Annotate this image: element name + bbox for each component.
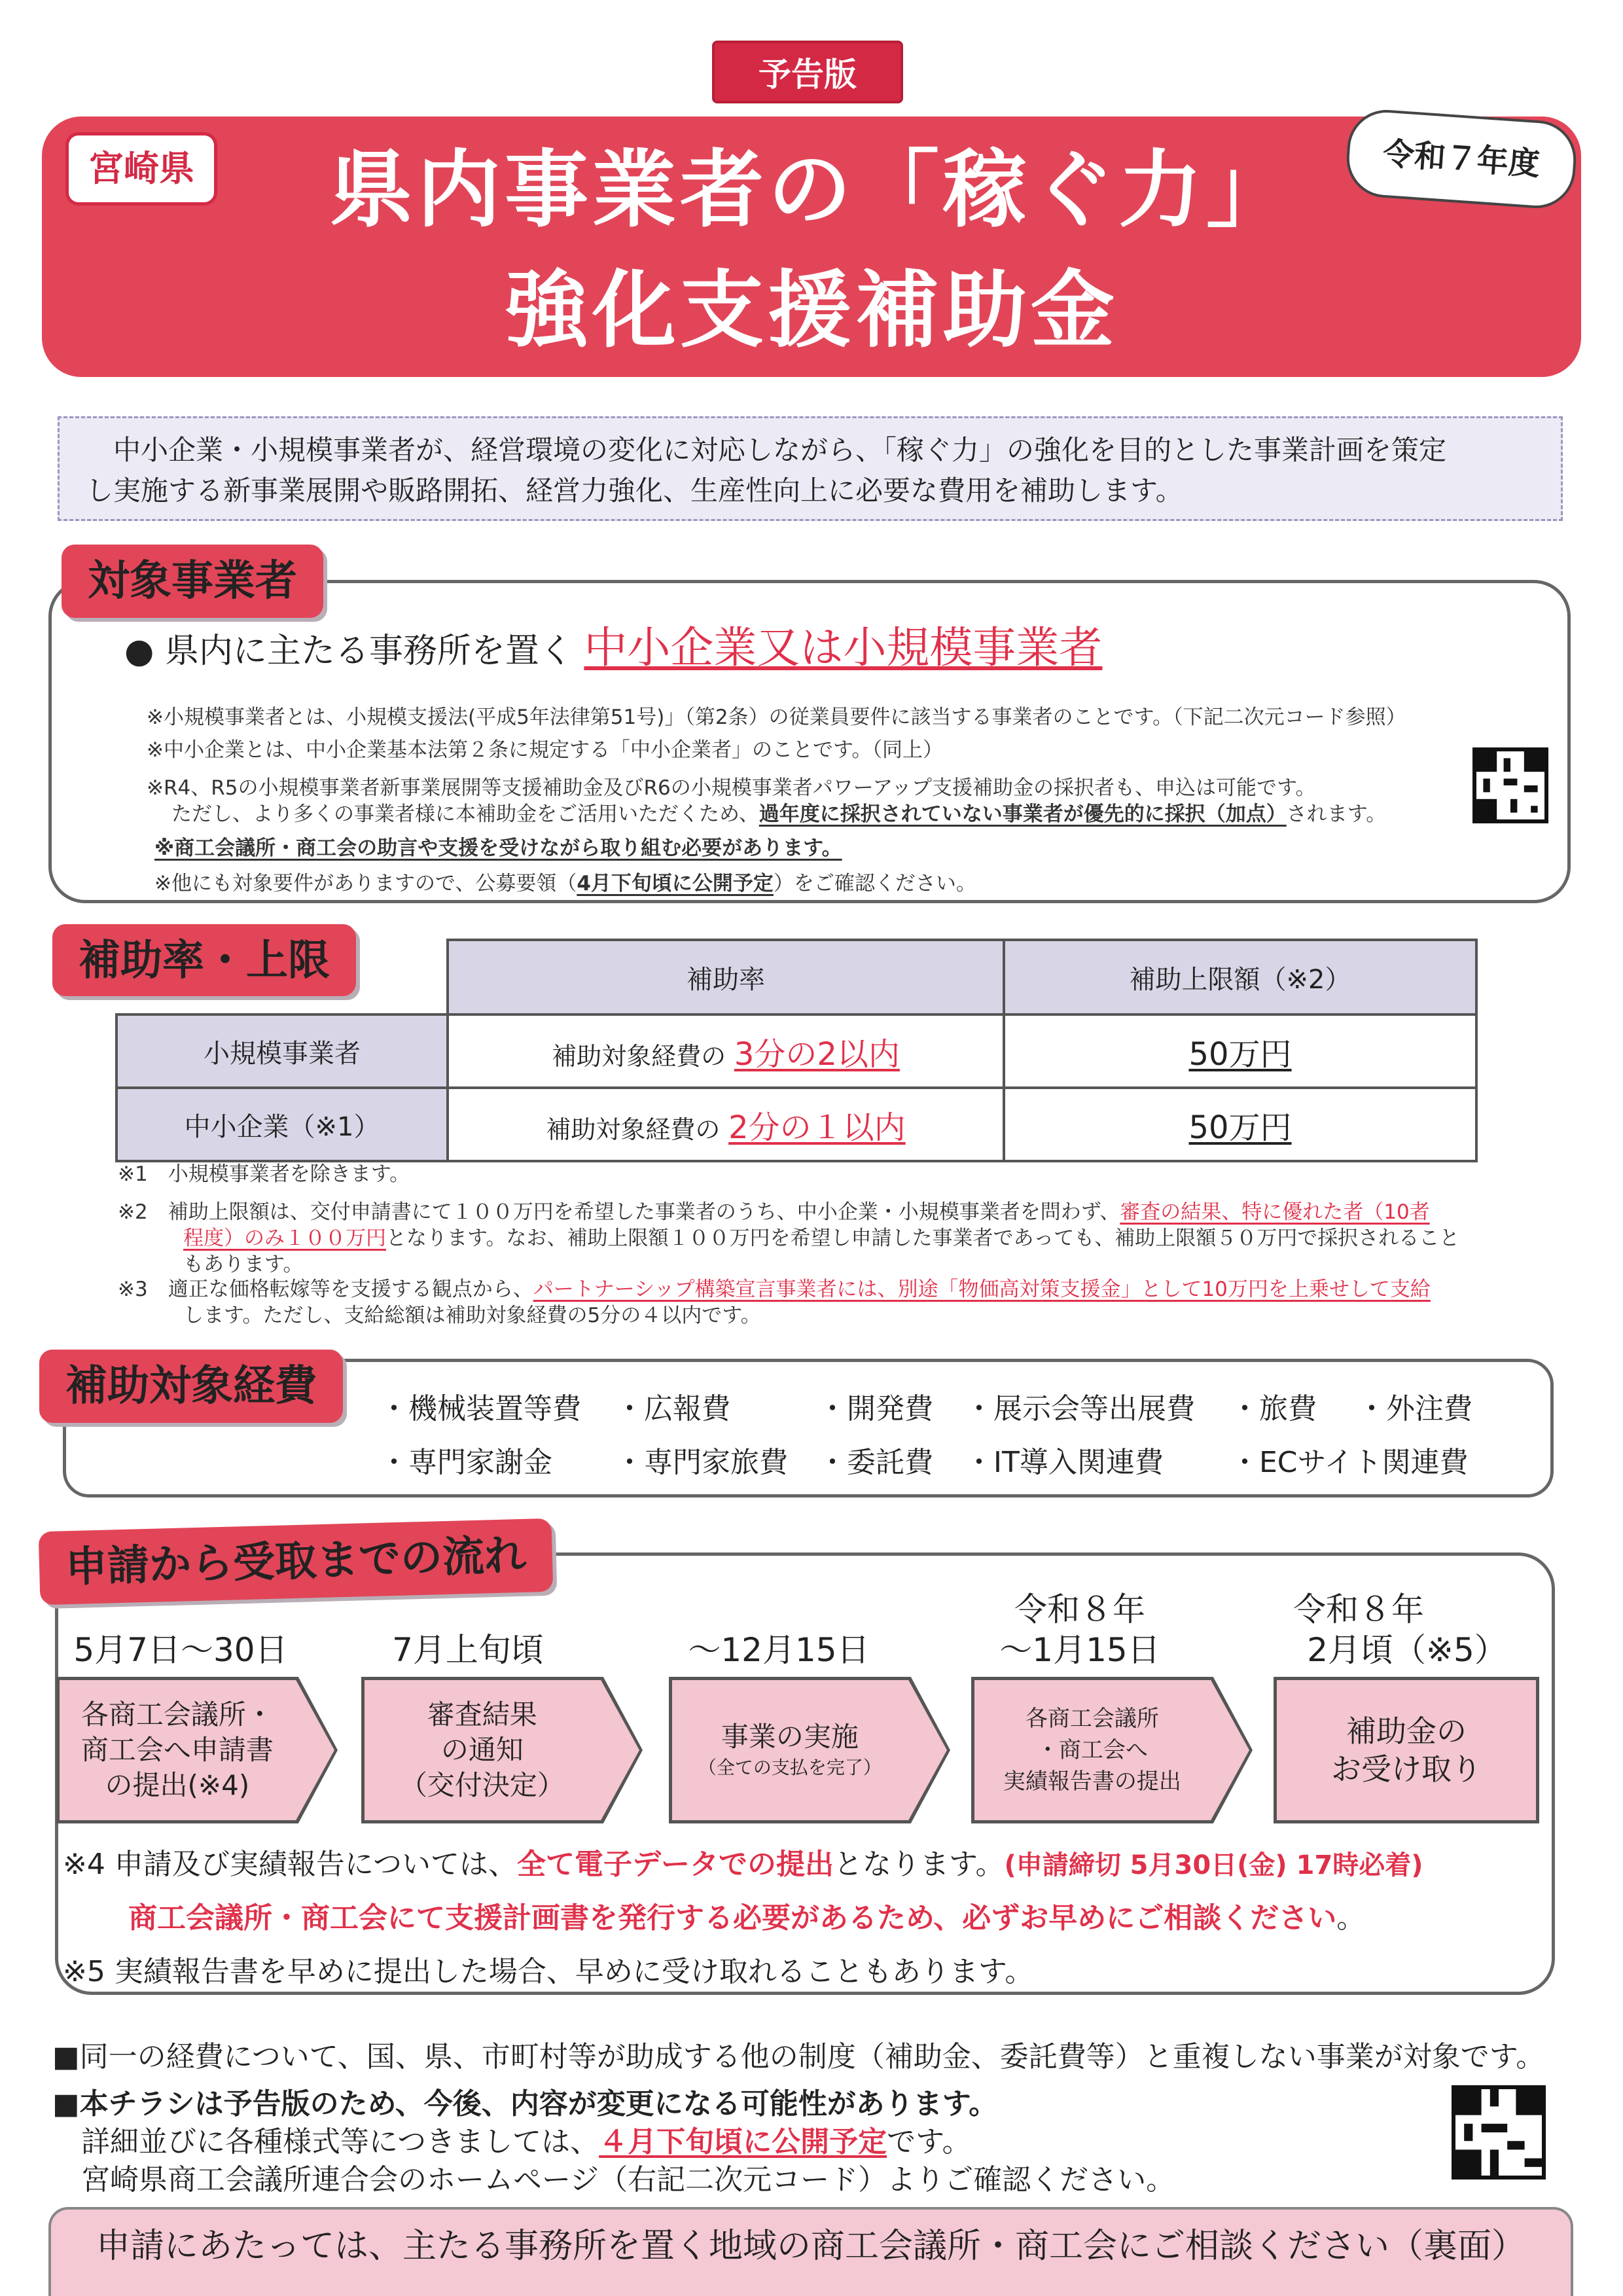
rate-row-limit [1004,1014,1476,1088]
qr-code-icon [1476,751,1544,819]
footnote-2-prefix: ※2 補助上限額は、交付申請書にて１００万円を希望した事業者のうち、中小企業・小規模事業者を問わず、 [118,1200,1120,1224]
flow-step-1-date: 5月7日～30日 [73,1631,288,1669]
expense-item: ・外注費 [1357,1392,1472,1426]
footer-banner: 申請にあたっては、主たる事務所を置く地域の商工会議所・商工会にご相談ください（裏面） [48,2207,1573,2296]
eligibility-note-4-emph: 過年度に採択されていない事業者が優先的に採択（加点） [758,802,1287,826]
eligibility-note-4-suffix: されます。 [1286,802,1387,826]
eligibility-note-6 [154,867,976,896]
eligibility-note-6-suffix: ）をご確認ください。 [773,872,976,895]
footnote-2-line-2 [118,1225,1531,1251]
flow-step-2 [361,1677,643,1823]
flow-step-1 [56,1677,338,1823]
flow-note-4-emph-2: (申請締切 5月30日(金) 17時必着) [1004,1850,1423,1880]
flow-note-4-prefix: ※4 申請及び実績報告については、 [63,1848,517,1881]
flow-step-3 [669,1677,950,1823]
eligibility-main-highlight: 中小企業又は小規模事業者 [584,622,1103,673]
flow-step-4 [971,1677,1253,1823]
flow-step-3-line-1: 事業の実施 [721,1721,859,1753]
expense-item: ・展示会等出展費 [965,1392,1195,1426]
rate-row-small [116,1014,1476,1088]
rate-row-rate [448,1088,1004,1161]
flow-note-4 [63,1840,1423,1882]
footnote-3 [118,1276,1531,1329]
flow-step-1-line-3: の提出(※4) [105,1769,250,1801]
flow-step-5 [1274,1677,1539,1823]
bottom-line-1: ■同一の経費について、国、県、市町村等が助成する他の制度（補助金、委託費等）と重複しない事業が対象です。 [52,2040,1545,2073]
eligibility-main [124,613,1102,675]
eligibility-tag: 対象事業者 [62,545,323,618]
intro-line-2: し実施する新事業展開や販路開拓、経営力強化、生産性向上に必要な費用を補助します。 [86,475,1183,507]
flow-step-4-date [969,1589,1191,1670]
bottom-line-3-emph: ４月下旬頃に公開予定 [599,2125,887,2159]
expense-item: ・ECサイト関連費 [1230,1446,1469,1479]
flow-step-2-line-3: （交付決定） [399,1769,565,1801]
expense-item: ・専門家謝金 [380,1446,552,1479]
flow-step-2-line-2: の通知 [440,1734,524,1766]
flow-note-4-emph-1: 全て電子データでの提出 [516,1848,834,1881]
eligibility-note-6-prefix: ※他にも対象要件がありますので、公募要領（ [154,872,577,895]
title-line-1: 県内事業者の「稼ぐ力」 [329,141,1294,239]
flow-step-1-line-2: 商工会へ申請書 [80,1734,274,1766]
expense-item: ・開発費 [818,1392,933,1426]
bottom-line-3 [81,2118,971,2160]
expense-item: ・旅費 [1230,1392,1317,1426]
footnote-1: ※1 小規模事業者を除きます。 [118,1162,410,1186]
flow-step-3-line-2: （全ての支払を完了） [698,1757,882,1778]
bottom-line-3-suffix: です。 [887,2125,971,2159]
rate-prefix: 補助対象経費の [552,1041,726,1071]
bottom-line-2: ■本チラシは予告版のため、今後、内容が変更になる可能性があります。 [52,2087,998,2121]
flow-step-5-line-1: 補助金の [1346,1713,1467,1749]
footnote-3-line-1 [118,1276,1531,1302]
flow-step-5-date-line-1: 令和８年 [1293,1590,1424,1628]
footnote-2-emph-1: 審査の結果、特に優れた者（10者 [1120,1200,1430,1224]
expense-item: ・IT導入関連費 [965,1446,1164,1479]
rate-row-sme [116,1088,1476,1161]
footnote-2 [118,1199,1531,1278]
limit-col-header: 補助上限額（※2） [1004,940,1476,1014]
expense-item: ・広報費 [615,1392,730,1426]
eligibility-note-1: ※小規模事業者とは、小規模支援法(平成5年法律第51号)」（第2条）の従業員要件に該当する事業者のことです。（下記二次元コード参照） [147,706,1406,729]
flow-step-1-line-1: 各商工会議所・ [80,1698,274,1731]
eligibility-note-2: ※中小企業とは、中小企業基本法第２条に規定する「中小企業者」のことです。（同上） [147,738,943,762]
footnote-3-prefix: ※3 適正な価格転嫁等を支援する観点から、 [118,1278,533,1301]
rate-value: 2分の１以内 [728,1109,906,1146]
eligibility-note-4 [171,797,1386,827]
flow-note-5: ※5 実績報告書を早めに提出した場合、早めに受け取れることもあります。 [63,1955,1034,1988]
flow-step-5-date-line-2: 2月頃（※5） [1307,1631,1507,1669]
flow-step-4-line-2: ・商工会へ [1036,1737,1148,1763]
eligibility-note-3: ※R4、R5の小規模事業者新事業展開等支援補助金及びR6の小規模事業者パワーアップ支援補助金の採択者も、申込は可能です。 [147,776,1316,800]
flow-note-4-mid: となります。 [833,1848,1005,1881]
footnote-2-line-1 [118,1199,1531,1225]
qr-code-homepage[interactable] [1452,2085,1546,2179]
rate-tag: 補助率・上限 [52,924,356,996]
eligibility-note-4-prefix: ただし、より多くの事業者様に本補助金をご活用いただくため、 [171,802,759,826]
expenses-tag: 補助対象経費 [39,1350,343,1423]
preview-badge: 予告版 [712,41,903,103]
flow-tag: 申請から受取までの流れ [39,1518,554,1605]
expense-item: ・機械装置等費 [380,1392,581,1426]
footnote-2-suffix: となります。なお、補助上限額１００万円を希望し申請した事業者であっても、補助上限額５０万円で採択されること [386,1227,1460,1250]
flow-note-4-period: 。 [1336,1901,1366,1935]
flow-step-5-date [1276,1589,1538,1670]
qr-code-eligibility[interactable] [1472,747,1548,823]
limit-value: 50万円 [1188,1035,1292,1073]
eligibility-main-prefix: ● 県内に主たる事務所を置く [124,632,573,671]
footnote-2-line-3: もあります。 [183,1253,304,1276]
flow-step-5-line-2: お受け取り [1331,1751,1482,1787]
flow-note-4-line-2 [128,1894,1365,1936]
title-line-2: 強化支援補助金 [504,262,1118,359]
fiscal-year-badge: 令和７年度 [1344,107,1578,211]
footnote-3-line-2: します。ただし、支給総額は補助対象経費の5分の４以内です。 [183,1304,761,1327]
flow-step-4-date-line-2: ～1月15日 [999,1631,1160,1669]
bottom-line-4: 宮崎県商工会議所連合会のホームページ（右記二次元コード）よりご確認ください。 [81,2163,1175,2197]
rate-row-rate [448,1014,1004,1088]
footnote-2-emph-2: 程度）のみ１００万円 [183,1227,386,1250]
flow-step-2-date: 7月上旬頃 [392,1631,544,1669]
bottom-line-3-prefix: 詳細並びに各種様式等につきましては、 [81,2125,599,2159]
flow-step-4-line-3: 実績報告書の提出 [1003,1768,1181,1795]
rate-value: 3分の2以内 [734,1035,900,1073]
limit-value: 50万円 [1188,1109,1292,1146]
rate-row-label: 小規模事業者 [116,1014,448,1088]
rate-row-limit [1004,1088,1476,1161]
eligibility-note-5: ※商工会議所・商工会の助言や支援を受けながら取り組む必要があります。 [154,836,842,860]
expense-item: ・専門家旅費 [615,1446,788,1479]
flow-step-4-line-1: 各商工会議所 [1025,1706,1159,1732]
rate-prefix: 補助対象経費の [546,1115,721,1144]
footnote-3-emph: パートナーシップ構築宣言事業者には、別途「物価高対策支援金」として10万円を上乗せして支給 [533,1278,1431,1301]
intro-box [58,416,1563,521]
rate-col-header: 補助率 [448,940,1004,1014]
prefecture-label: 宮崎県 [65,132,217,206]
flow-step-4-date-line-1: 令和８年 [1014,1590,1145,1628]
flow-note-4-consult: 商工会議所・商工会にて支援計画書を発行する必要があるため、必ずお早めにご相談ください [128,1901,1337,1935]
rate-row-label: 中小企業（※1） [116,1088,448,1161]
flow-step-2-line-1: 審査結果 [427,1698,537,1731]
eligibility-note-6-emph: 4月下旬頃に公開予定 [577,872,774,895]
intro-line-1: 中小企業・小規模事業者が、経営環境の変化に対応しながら、「稼ぐ力」の強化を目的とした事業計画を策定 [113,434,1447,466]
flow-step-3-date: ～12月15日 [688,1631,870,1669]
expense-item: ・委託費 [818,1446,933,1479]
qr-code-icon [1455,2089,1542,2176]
